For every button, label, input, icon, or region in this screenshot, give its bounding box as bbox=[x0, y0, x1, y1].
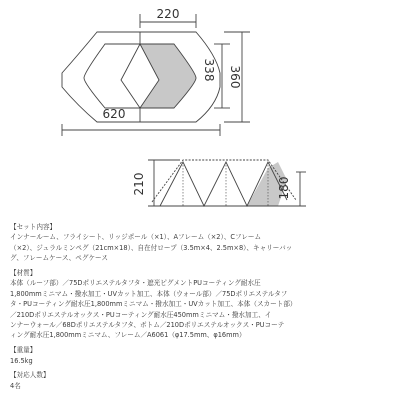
side-height-left-label: 210 bbox=[132, 172, 146, 196]
set-contents-line: インナールーム、フライシート、リッジポール（×1）、Aフレーム（×2）、Cフレーム bbox=[10, 233, 262, 242]
side-height-right-label: 180 bbox=[277, 176, 291, 200]
set-contents-line: グ、フレームケース、ペグケース bbox=[10, 254, 108, 263]
material-line: ンナーウォール／68Dポリエステルタフタ、ボトム／210Dポリエステルオックス・PUコーテ bbox=[10, 321, 285, 330]
set-contents-line: （×2）、ジュラルミンペグ（21cm×18）、自在付ロープ（3.5m×4、2.5m×8）、キャリーバッ bbox=[10, 243, 293, 252]
material-line: ィング耐水圧1,800mmミニマム、フレーム／A6061（φ17.5mm、φ16mm） bbox=[10, 331, 246, 340]
top-view-diagram bbox=[62, 14, 250, 136]
material-line: 本体（ルーフ部）／75Dポリエステルタフタ・遮光ピグメントPUコーティング耐水圧 bbox=[10, 279, 261, 288]
material-line: 1,800mmミニマム・撥水加工・UVカット加工、本体（ウォール部）／75Dポリエステルタフ bbox=[10, 289, 288, 298]
spec-section bbox=[10, 222, 396, 391]
material-heading: 【材質】 bbox=[10, 269, 37, 278]
weight-heading: 【重量】 bbox=[10, 346, 37, 355]
set-contents-heading: 【セット内容】 bbox=[10, 223, 57, 231]
width-label: 220 bbox=[156, 7, 180, 21]
capacity-value: 4名 bbox=[10, 381, 21, 390]
inner-depth-label: 338 bbox=[202, 58, 216, 82]
material-line: タ・PUコーティング耐水圧1,800mmミニマム・撥水加工・UVカット加工、本体（スカート部） bbox=[10, 300, 297, 309]
inner-room-shade bbox=[140, 44, 196, 108]
weight-value: 16.5kg bbox=[10, 356, 33, 365]
capacity-heading: 【対応人数】 bbox=[10, 371, 50, 380]
length-label: 620 bbox=[102, 107, 126, 121]
total-depth-label: 360 bbox=[228, 65, 242, 89]
material-line: ／210Dポリエステルオックス・PUコーティング耐水圧450mmミニマム・撥水加工、イ bbox=[10, 310, 272, 319]
